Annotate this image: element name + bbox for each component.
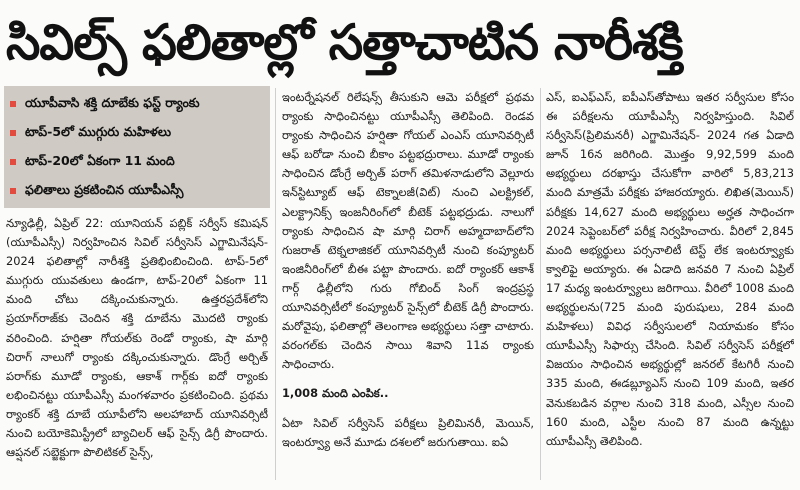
- bullet-square-icon: [10, 188, 16, 194]
- highlight-item: [10, 178, 266, 204]
- highlight-item: [10, 120, 266, 146]
- article-column-2: [282, 88, 534, 478]
- column-divider: [275, 88, 276, 480]
- article-paragraph: ఏటా సివిల్ సర్వీసెస్ పరీక్షలు ప్రిలిమినరీ, మెయిన్, ఇంటర్వ్యూ అనే మూడు దశలలో జరుగుతాయి. ఐఏ: [282, 415, 534, 449]
- highlight-text: టాప్-20లో ఏకంగా 11 మంది: [25, 152, 175, 168]
- highlight-text: టాప్-5లో ముగ్గురు మహిళలు: [25, 123, 172, 139]
- article-paragraph: న్యూఢిల్లీ, ఏప్రిల్ 22: యూనియన్ పబ్లిక్ సర్వీస్ కమిషన్ (యూపీఎస్సీ) నిర్వహించిన సివిల్ సర్వీసెస్ ఎగ్జామినేషన్- 2024 ఫలితాల్లో నారీశక్తి ప్రతిభింబించింది. టాప్-5లో ముగ్గురు యువతులు ఉండగా, టాప్-20లో ఏకంగా 11 మంది చోటు దక్కించుకున్నారు. ఉత్తరప్రదేశ్‌లోని ప్రయాగ్‌రాజ్‌కు చెందిన శక్తి దూబేను మొదటి ర్యాంకు వరించింది. హర్షితా గోయల్‌కు రెండో ర్యాంకు, షా మార్గి చిరాగ్ నాలుగో ర్యాంకు దక్కించుకున్నారు. డొంగ్రే అర్చిత్ పరాగ్‌కు మూడో ర్యాంకు, ఆకాశ్ గార్గ్‌కు ఐదో ర్యాంకు లభించినట్టు యూపీఎస్సీ మంగళవారం ప్రకటించింది. ప్రథమ ర్యాంకర్ శక్తి దూబే యూపీలోని అలహాబాద్ యూనివర్సిటీ నుంచి బయోకెమిస్ట్రీలో బ్యాచిలర్ ఆఫ్ సైన్స్ డిగ్రీ పొందారు. ఆప్షనల్ సబ్జెక్టుగా పొలిటికల్ సైన్స్,: [6, 216, 268, 460]
- highlight-text: యూపీవాసి శక్తి దూబేకు ఫస్ట్ ర్యాంకు: [25, 94, 200, 110]
- article-paragraph: ఎస్, ఐఎఫ్ఎస్, ఐపీఎస్‌తోపాటు ఇతర సర్వీసుల కోసం ఈ పరీక్షలను యూపీఎస్సీ నిర్వహిస్తుంది. సివిల్ సర్వీసెస్(ప్రిలిమనరీ) ఎగ్జామినేషన్- 2024 గత ఏడాది జూన్ 16న జరిగింది. మొత్తం 9,92,599 మంది అభ్యర్థులు దరఖాస్తు చేసుకోగా వారిలో 5,83,213 మంది మాత్రమే పరీక్షకు హాజరయ్యారు. లిఖిత(మెయిన్) పరీక్షకు 14,627 మంది అభ్యర్థులు అర్హత సాధించగా 2024 సెప్టెంబర్‌లో పరీక్ష నిర్వహించారు. వీరిలో 2,845 మంది అభ్యర్థులు పర్సనాలిటీ టెస్ట్ లేక ఇంటర్వ్యూకు క్వాలిఫై అయ్యారు. ఈ ఏడాది జనవరి 7 నుంచి ఏప్రిల్ 17 మధ్య ఇంటర్వ్యూలు జరిగాయి. వీరిలో 1008 మంది అభ్యర్థులను(725 మంది పురుషులు, 284 మంది మహిళలు) వివిధ సర్వీసులలో నియామకం కోసం యూపీఎస్సీ సిఫార్సు చేసింది. సివిల్ సర్వీసెస్ పరీక్షలో విజయం సాధించిన అభ్యర్థుల్లో జనరల్ కేటగిరీ నుంచి 335 మంది, ఈడబ్ల్యూఎస్ నుంచి 109 మంది, ఇతర వెనుకబడిన వర్గాల నుంచి 318 మంది, ఎస్సీల నుంచి 160 మంది, ఎస్టీల నుంచి 87 మంది ఉన్నట్టు యూపీఎస్సీ తెలిపింది.: [546, 90, 794, 448]
- headline: సివిల్స్ ఫలితాల్లో సత్తాచాటిన నారీశక్తి: [6, 14, 683, 71]
- highlight-item: [10, 91, 266, 117]
- article-paragraph: ఇంటర్నేషనల్ రిలేషన్స్ తీసుకుని ఆమె పరీక్షలో ప్రథమ ర్యాంకు సాధించినట్టు యూపీఎస్సీ తెలిపింది. రెండవ ర్యాంకు సాధించిన హర్షితా గోయల్ ఎంఎస్ యూనివర్సిటీ ఆఫ్ బరోడా నుంచి బీకాం పట్టభద్రురాలు. మూడో ర్యాంకు సాధించిన డోంగ్రే అర్చిత్ పరాగ్ తమిళనాడులోని వెల్లూరు ఇన్‌స్టిట్యూట్ ఆఫ్ టెక్నాలజీ(విట్) నుంచి ఎలక్ట్రికల్, ఎలక్ట్రానిక్స్ ఇంజనీరింగ్‌లో బీటెక్ పట్టభద్రుడు. నాలుగో ర్యాంకు సాధించిన షా మార్గి చిరాగ్ అహ్మదాబాద్‌లోని గుజరాత్ టెక్నలాజికల్ యూనివర్సిటీ నుంచి కంప్యూటర్ ఇంజినీరింగ్‌లో బీఈ పట్టా పొందారు. ఐదో ర్యాంకర్ ఆకాశ్ గార్గ్ ఢిల్లీలోని గురు గోబింద్ సింగ్ ఇంద్రప్రస్థ యూనివర్సిటీలో కంప్యూటర్ సైన్స్‌లో బీటెక్ డిగ్రీ పొందారు. మరోవైపు, ఫలితాల్లో తెలంగాణ అభ్యర్థులు సత్తా చాటారు. వరంగల్‌కు చెందిన సాయి శివాని 11వ ర్యాంకు సాధించారు.: [282, 90, 534, 372]
- article-column-3: [546, 88, 794, 478]
- highlights-box: [4, 86, 270, 208]
- article-column-1: [6, 214, 268, 482]
- bullet-square-icon: [10, 159, 16, 165]
- column-divider: [540, 88, 541, 480]
- highlight-text: ఫలితాలు ప్రకటించిన యూపీఎస్సీ: [25, 181, 184, 197]
- bullet-square-icon: [10, 130, 16, 136]
- highlight-item: [10, 149, 266, 175]
- bullet-square-icon: [10, 101, 16, 107]
- article-subhead: 1,008 మంది ఎంపిక..: [282, 386, 389, 401]
